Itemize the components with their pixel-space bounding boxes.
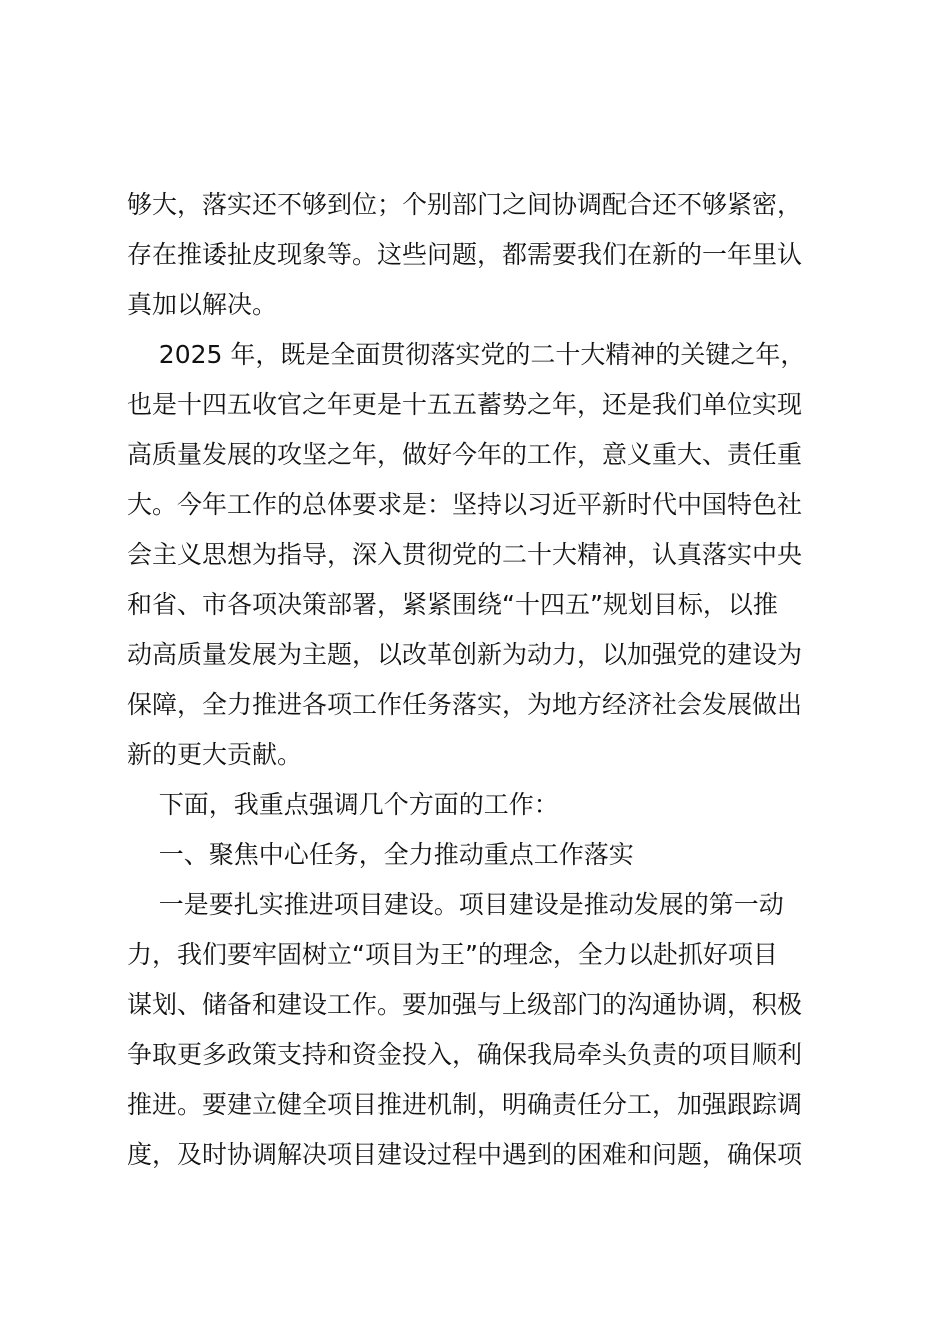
text-line: 高质量发展的攻坚之年，做好今年的工作，意义重大、责任重 bbox=[127, 440, 803, 469]
text-line: 争取更多政策支持和资金投入，确保我局牵头负责的项目顺利 bbox=[127, 1040, 803, 1069]
text-line: 力，我们要牢固树立“项目为王”的理念，全力以赴抓好项目 bbox=[127, 940, 778, 969]
text-line: 保障，全力推进各项工作任务落实，为地方经济社会发展做出 bbox=[127, 690, 803, 719]
text-line: 和省、市各项决策部署，紧紧围绕“十四五”规划目标，以推 bbox=[127, 590, 778, 619]
text-line: 真加以解决。 bbox=[127, 290, 278, 319]
section-heading: 一、聚焦中心任务，全力推动重点工作落实 bbox=[127, 840, 634, 869]
text-line: 谋划、储备和建设工作。要加强与上级部门的沟通协调，积极 bbox=[127, 990, 803, 1019]
text-line: 下面，我重点强调几个方面的工作： bbox=[127, 790, 559, 819]
text-line: 会主义思想为指导，深入贯彻党的二十大精神，认真落实中央 bbox=[127, 540, 803, 569]
text-line: 大。今年工作的总体要求是：坚持以习近平新时代中国特色社 bbox=[127, 490, 803, 519]
text-line: 存在推诿扯皮现象等。这些问题，都需要我们在新的一年里认 bbox=[127, 240, 803, 269]
text-line: 一是要扎实推进项目建设。项目建设是推动发展的第一动 bbox=[127, 890, 784, 919]
text-line: 够大，落实还不够到位；个别部门之间协调配合还不够紧密， bbox=[127, 190, 803, 219]
text-line: 推进。要建立健全项目推进机制，明确责任分工，加强跟踪调 bbox=[127, 1090, 803, 1119]
text-line: 2025 年，既是全面贯彻落实党的二十大精神的关键之年， bbox=[127, 340, 806, 369]
text-line: 新的更大贡献。 bbox=[127, 740, 303, 769]
text-line: 动高质量发展为主题，以改革创新为动力，以加强党的建设为 bbox=[127, 640, 803, 669]
text-line: 也是十四五收官之年更是十五五蓄势之年，还是我们单位实现 bbox=[127, 390, 803, 419]
text-line: 度，及时协调解决项目建设过程中遇到的困难和问题，确保项 bbox=[127, 1140, 803, 1169]
